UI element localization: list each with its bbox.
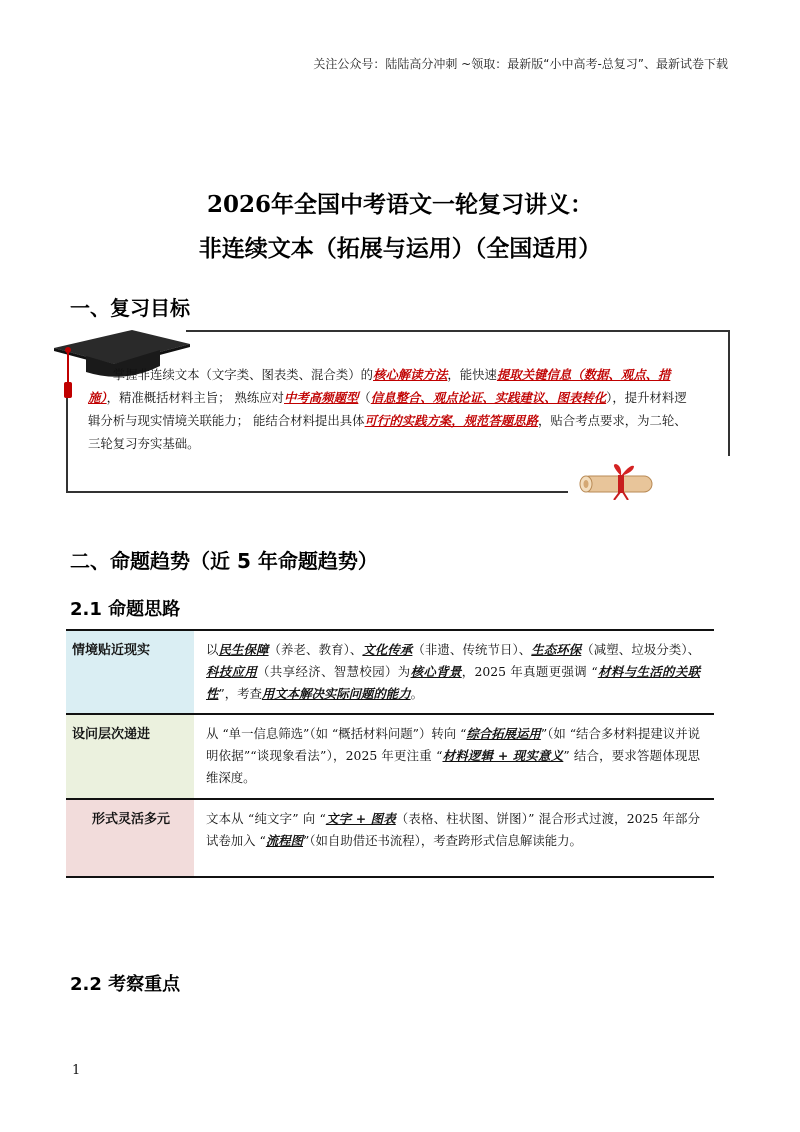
row-content: 从 “单一信息筛选”（如 “概括材料问题”）转向 “综合拓展运用”（如 “结合多材料提建议并说明依据”“谈现象看法”），2025 年更注重 “材料逻辑 + 现实意义” 结合，要求答题体现思维深度。 bbox=[206, 726, 701, 785]
document-title-line2: 非连续文本（拓展与运用）（全国适用） bbox=[198, 235, 602, 262]
table-row bbox=[66, 714, 714, 799]
row-label: 情境贴近现实 bbox=[66, 630, 194, 714]
page-number: 1 bbox=[72, 1063, 81, 1078]
row-content: 以民生保障（养老、教育）、文化传承（非遗、传统节日）、生态环保（减塑、垃圾分类）、科技应用（共享经济、智慧校园）为核心背景，2025 年真题更强调 “材料与生活的关联性”，考查用文本解决实际问题的能力。 bbox=[206, 642, 701, 701]
subsection-heading-ideas: 2.1 命题思路 bbox=[70, 599, 181, 620]
section-heading-trends: 二、命题趋势（近 5 年命题趋势） bbox=[70, 549, 378, 573]
row-label: 形式灵活多元 bbox=[66, 799, 194, 877]
diploma-scroll-icon bbox=[578, 462, 658, 500]
table-row bbox=[66, 799, 714, 877]
highlight-core-method: 核心解读方法 bbox=[373, 367, 448, 382]
row-label: 设问层次递进 bbox=[66, 714, 194, 799]
highlight-practice-plan: 可行的实践方案，规范答题思路 bbox=[364, 413, 539, 428]
highlight-question-types: 中考高频题型 bbox=[284, 390, 359, 405]
subsection-heading-focus: 2.2 考察重点 bbox=[70, 974, 181, 995]
highlight-key-info: 提取关键信息（数据、观点、措施） bbox=[88, 367, 671, 405]
section-heading-review-goals: 一、复习目标 bbox=[70, 296, 190, 320]
header-note: 关注公众号：陆陆高分冲刺 ~领取：最新版“小中高考-总复习”、最新试卷下载 bbox=[313, 57, 728, 71]
document-title-line1: 2026年全国中考语文一轮复习讲义： bbox=[206, 191, 593, 218]
table-row bbox=[66, 630, 714, 714]
review-goal-text: 掌握非连续文本（文字类、图表类、混合类）的核心解读方法，能快速提取关键信息（数据、观点、措施），精准概括材料主旨； 熟练应对中考高频题型（信息整合、观点论证、实践建议、图表转化），提升材料逻辑分析与现实情境关联能力； 能结合材料提出具体可行的实践方案，规范答题思路，贴合考点要求，为二轮、三轮复习夯实基础。 bbox=[88, 367, 687, 451]
row-content: 文本从 “纯文字” 向 “文字 + 图表（表格、柱状图、饼图）” 混合形式过渡，2025 年部分试卷加入 “流程图”（如自助借还书流程），考查跨形式信息解读能力。 bbox=[206, 811, 701, 848]
highlight-skills: 信息整合、观点论证、实践建议、图表转化 bbox=[370, 390, 607, 405]
trend-table bbox=[66, 629, 714, 878]
